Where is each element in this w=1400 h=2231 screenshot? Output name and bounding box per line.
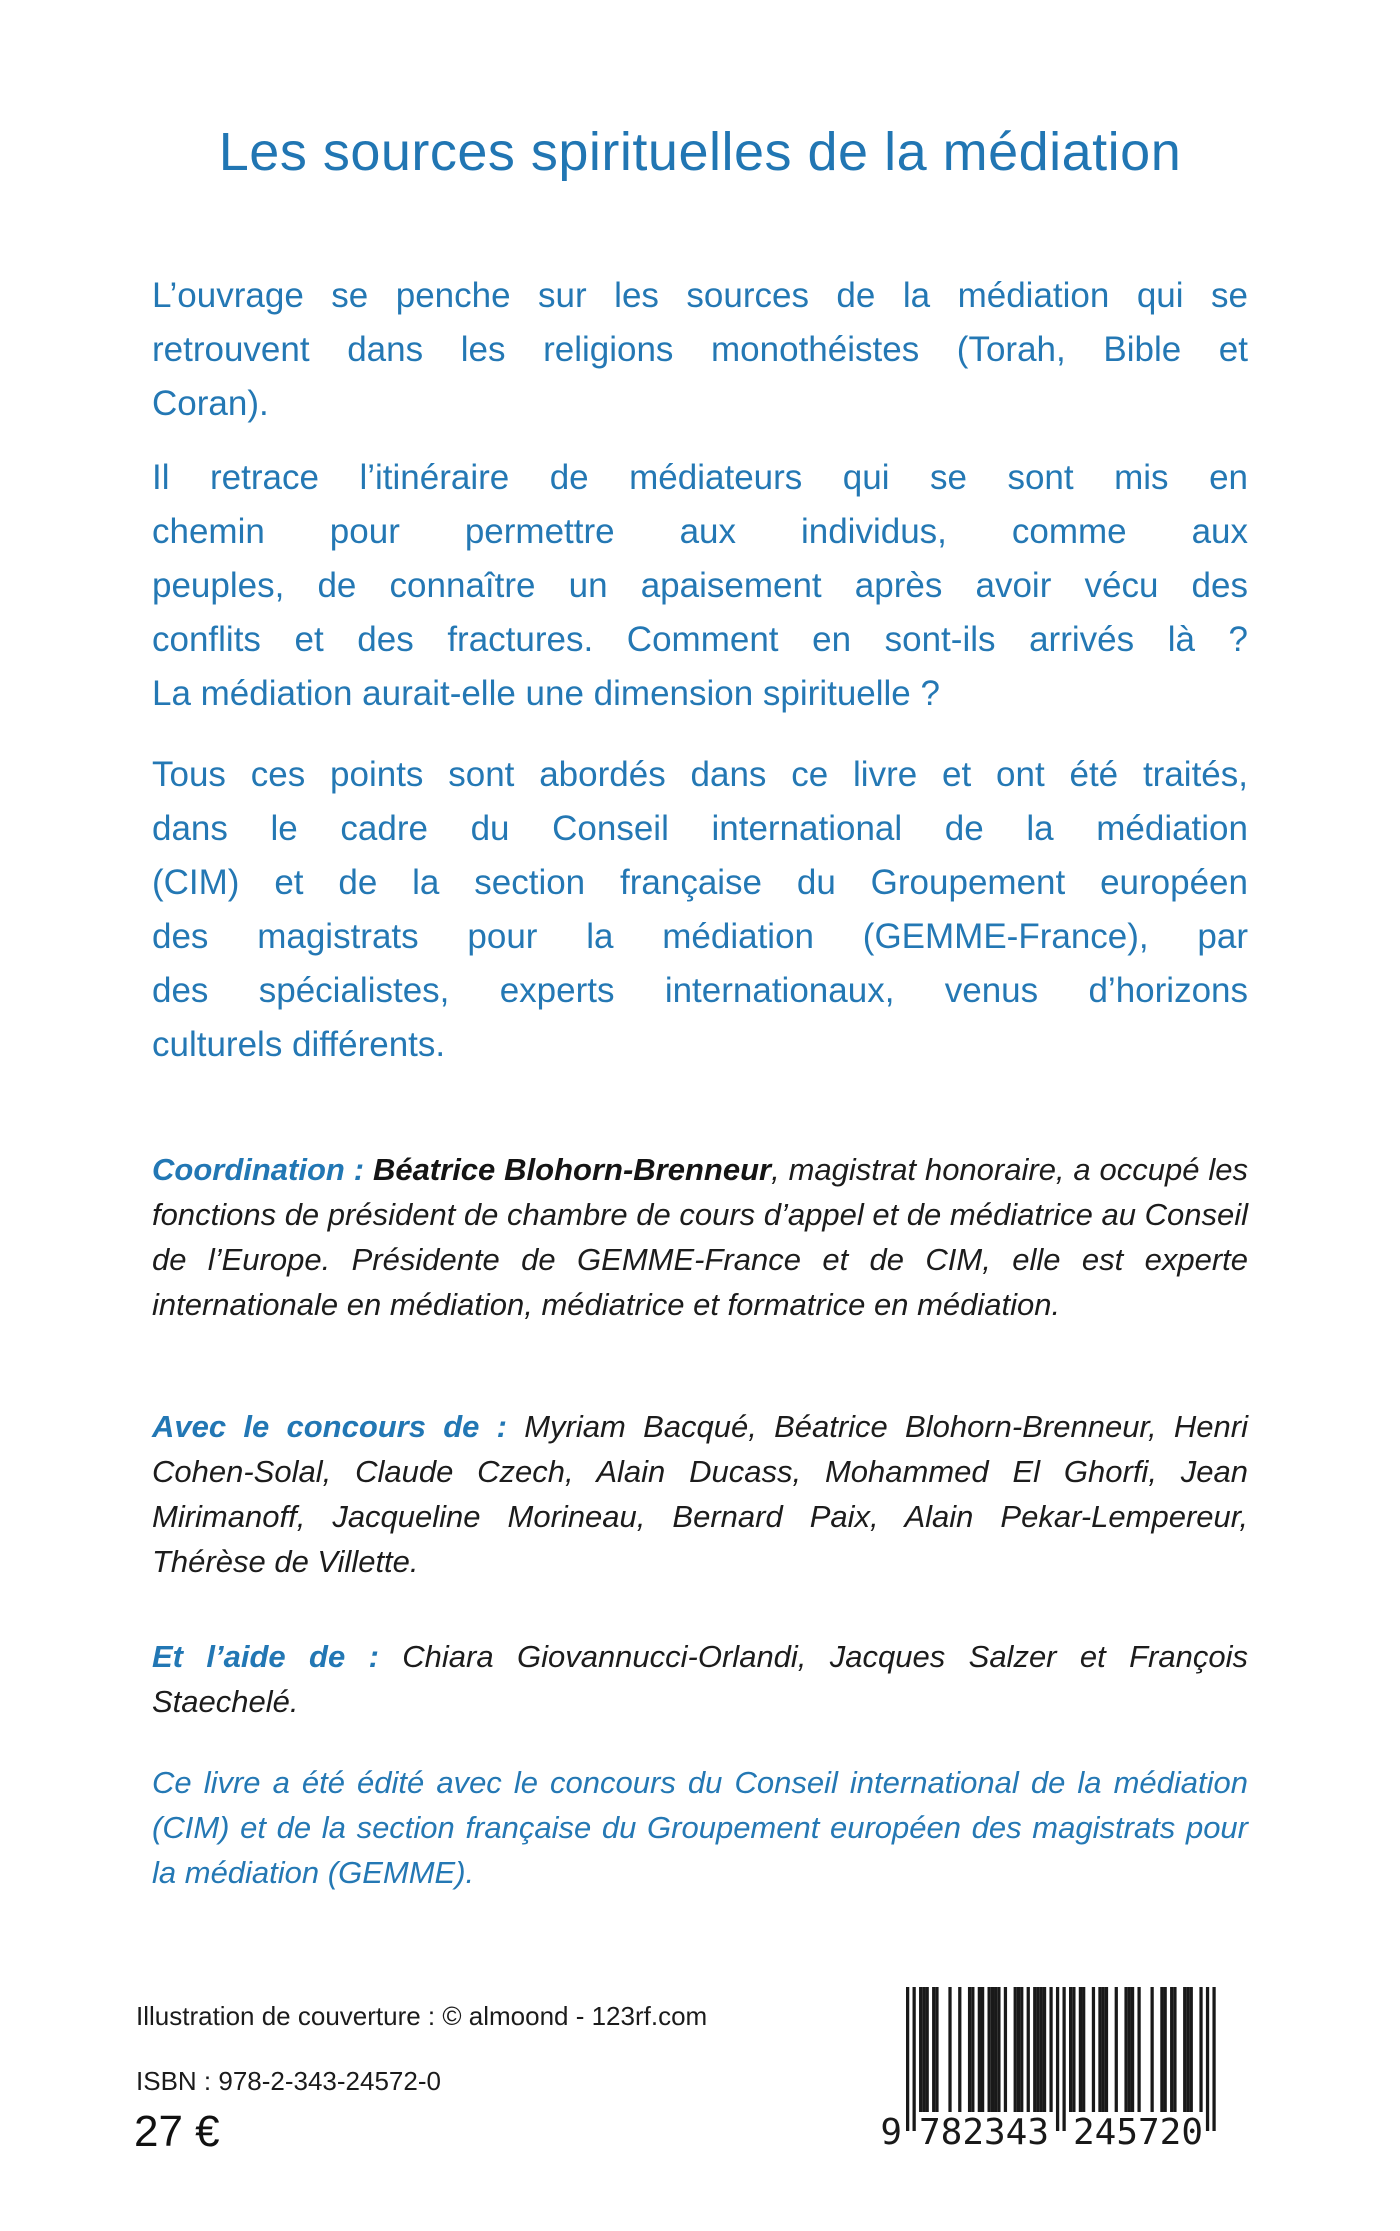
barcode-bar <box>997 1987 1000 2112</box>
text-line: des magistrats pour la médiation (GEMME-France), par <box>152 917 1248 956</box>
barcode-bar <box>913 1987 916 2131</box>
barcode-bar <box>1170 1987 1173 2112</box>
barcode-bar <box>1082 1987 1085 2112</box>
text-line: L’ouvrage se penche sur les sources de la médiation qui se <box>152 276 1248 315</box>
synopsis-paragraph-1 <box>152 269 1248 431</box>
text-line: chemin pour permettre aux individus, comme aux <box>152 512 1248 551</box>
barcode-bar <box>1151 1987 1154 2112</box>
barcode-bar <box>906 1987 909 2131</box>
barcode-bar <box>1105 1987 1108 2112</box>
text-line: peuples, de connaître un apaisement après avoir vécu des <box>152 566 1248 605</box>
barcode-digit-left: 9 <box>880 2112 902 2147</box>
barcode-bar <box>1069 1987 1072 2112</box>
text-line: retrouvent dans les religions monothéistes (Torah, Bible et <box>152 330 1248 369</box>
text-line: dans le cadre du Conseil international de la médiation <box>152 809 1248 848</box>
credit-label: Et l’aide de : <box>152 1639 403 1674</box>
barcode-bar <box>991 1987 994 2112</box>
publisher-note: Ce livre a été édité avec le concours du Conseil international de la médiation (CIM) et de la section française du Groupement européen des magistrats pour la médiation (GEMME). <box>152 1765 1248 1890</box>
illustration-credit: Illustration de couverture : © almoond - 123rf.com <box>136 2001 708 2031</box>
contributors-paragraph <box>152 1404 1248 1584</box>
barcode-bar <box>958 1987 961 2112</box>
barcode-bar <box>1183 1987 1186 2112</box>
barcode-bar <box>1098 1987 1101 2112</box>
barcode-bar <box>1020 1987 1023 2112</box>
barcode-bar <box>1102 1987 1105 2112</box>
book-title: Les sources spirituelles de la médiation <box>218 122 1182 182</box>
barcode-bar <box>948 1987 951 2112</box>
barcode-bar <box>1160 1987 1163 2112</box>
barcode-bar <box>1056 1987 1059 2131</box>
credit-text: , magistrat honoraire, a occupé les fonctions de président de chambre de cours d’appel et de médiatrice au Conseil de l’Europe. Présidente de GEMME-France et de CIM, elle est experte internationale en médiation, médiatrice et formatrice en médiation. <box>152 1152 1248 1322</box>
coordination-paragraph <box>152 1147 1248 1327</box>
barcode-bar <box>1036 1987 1039 2112</box>
isbn-text: ISBN : 978-2-343-24572-0 <box>136 2066 441 2096</box>
text-line: conflits et des fractures. Comment en sont-ils arrivés là ? <box>152 620 1248 659</box>
barcode-bar <box>1131 1987 1134 2112</box>
price-text: 27 € <box>134 2107 220 2156</box>
barcode-bar <box>1049 1987 1052 2112</box>
barcode-bar <box>988 1987 991 2112</box>
barcode-bar <box>1033 1987 1036 2112</box>
barcode-bar <box>978 1987 981 2112</box>
barcode-bar <box>1164 1987 1167 2112</box>
barcode-bar <box>919 1987 922 2112</box>
barcode-bar <box>1199 1987 1202 2112</box>
barcode-bar <box>1040 1987 1043 2112</box>
barcode-bar <box>1014 1987 1017 2112</box>
text-line: Il retrace l’itinéraire de médiateurs qui se sont mis en <box>152 458 1248 497</box>
barcode-bar <box>981 1987 984 2112</box>
barcode-bar <box>1017 1987 1020 2112</box>
credit-text: Chiara Giovannucci-Orlandi, Jacques Salzer et François Staechelé. <box>152 1639 1248 1719</box>
barcode-bar <box>994 1987 997 2112</box>
credit-text: Myriam Bacqué, Béatrice Blohorn-Brenneur, Henri Cohen-Solal, Claude Czech, Alain Ducass, Mohammed El Ghorfi, Jean Mirimanoff, Jacqueline Morineau, Bernard Paix, Alain Pekar-Lempereur, Thérèse de Villette. <box>152 1409 1248 1579</box>
credit-label: Avec le concours de : <box>152 1409 525 1444</box>
barcode-bar <box>1137 1987 1140 2112</box>
barcode-bar <box>1190 1987 1193 2112</box>
barcode-bar <box>932 1987 935 2112</box>
barcode-bar <box>1115 1987 1118 2112</box>
barcode-bar <box>922 1987 925 2112</box>
synopsis-paragraph-3 <box>152 748 1248 1072</box>
assistance-paragraph <box>152 1634 1248 1724</box>
barcode-bar <box>1206 1987 1209 2131</box>
barcode-bar <box>1128 1987 1131 2112</box>
ean13-barcode <box>876 1987 1221 2147</box>
barcode-bar <box>926 1987 929 2112</box>
credit-text: Béatrice Blohorn-Brenneur <box>372 1152 772 1187</box>
barcode-bar <box>1062 1987 1065 2131</box>
barcode-bar <box>1186 1987 1189 2112</box>
credit-label: Coordination : <box>152 1152 373 1187</box>
synopsis-paragraph-2 <box>152 451 1248 721</box>
text-line: Tous ces points sont abordés dans ce livre et ont été traités, <box>152 755 1248 794</box>
barcode-bar <box>968 1987 971 2112</box>
barcode-digits-group1: 782343 <box>918 2112 1050 2147</box>
text-line: La médiation aurait-elle une dimension spirituelle ? <box>152 674 940 713</box>
barcode-bar <box>1079 1987 1082 2112</box>
barcode-bar <box>1092 1987 1095 2112</box>
barcode-bar <box>1027 1987 1030 2112</box>
barcode-bar <box>1004 1987 1007 2112</box>
text-line: culturels différents. <box>152 1025 446 1064</box>
barcode-bar <box>1212 1987 1215 2131</box>
barcode-bar <box>971 1987 974 2112</box>
barcode-bar <box>1124 1987 1127 2112</box>
text-line: (CIM) et de la section française du Groupement européen <box>152 863 1248 902</box>
barcode-bar <box>935 1987 938 2112</box>
text-line: Coran). <box>152 384 269 423</box>
ean13-barcode-svg <box>876 1987 1221 2147</box>
barcode-bar <box>1072 1987 1075 2112</box>
barcode-bar <box>1043 1987 1046 2112</box>
barcode-digits-group2: 245720 <box>1072 2112 1204 2147</box>
barcode-bar <box>1173 1987 1176 2112</box>
text-line: des spécialistes, experts internationaux, venus d’horizons <box>152 971 1248 1010</box>
